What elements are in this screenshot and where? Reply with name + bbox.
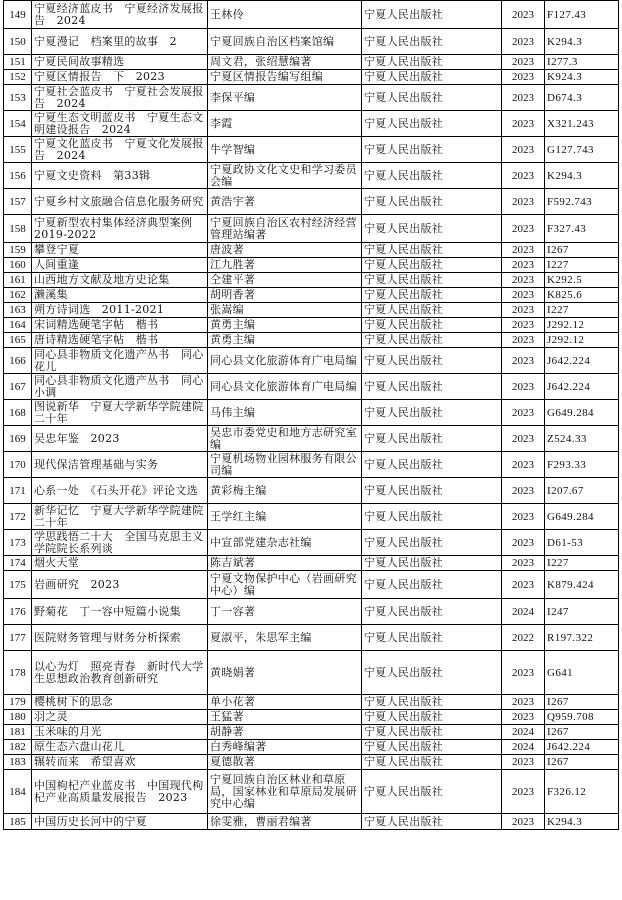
book-author: 胡静著 <box>208 725 362 740</box>
classification-code: I277.3 <box>545 55 619 70</box>
publish-year: 2024 <box>502 740 545 755</box>
table-row <box>4 374 619 400</box>
publish-year: 2023 <box>502 85 545 111</box>
row-number: 168 <box>4 400 32 426</box>
book-publisher: 宁夏人民出版社 <box>362 452 502 478</box>
table-row <box>4 400 619 426</box>
table-row <box>4 333 619 348</box>
row-number: 154 <box>4 111 32 137</box>
row-number: 165 <box>4 333 32 348</box>
book-title: 人间重逢 <box>32 258 208 273</box>
book-publisher: 宁夏人民出版社 <box>362 400 502 426</box>
book-author: 丁一容著 <box>208 599 362 625</box>
table-row <box>4 710 619 725</box>
book-author: 中宣部党建杂志社编 <box>208 530 362 556</box>
book-publisher: 宁夏人民出版社 <box>362 333 502 348</box>
table-row <box>4 273 619 288</box>
table-row <box>4 426 619 452</box>
row-number: 153 <box>4 85 32 111</box>
book-author: 王学红主编 <box>208 504 362 530</box>
book-author: 黄浩宇著 <box>208 189 362 215</box>
publish-year: 2022 <box>502 625 545 651</box>
book-publisher: 宁夏人民出版社 <box>362 571 502 599</box>
book-publisher: 宁夏人民出版社 <box>362 55 502 70</box>
classification-code: F326.12 <box>545 770 619 814</box>
book-publisher: 宁夏人民出版社 <box>362 770 502 814</box>
row-number: 160 <box>4 258 32 273</box>
publish-year: 2023 <box>502 215 545 243</box>
classification-code: F327.43 <box>545 215 619 243</box>
classification-code: I227 <box>545 303 619 318</box>
table-row <box>4 348 619 374</box>
book-author: 宁夏回族自治区农村经济经营管理站编著 <box>208 215 362 243</box>
book-title: 心系一处 《石头开花》评论文选 <box>32 478 208 504</box>
book-publisher: 宁夏人民出版社 <box>362 651 502 695</box>
book-author: 宁夏区情报告编写组编 <box>208 70 362 85</box>
classification-code: I227 <box>545 258 619 273</box>
table-row <box>4 725 619 740</box>
table-row <box>4 651 619 695</box>
book-author: 同心县文化旅游体育广电局编 <box>208 374 362 400</box>
publish-year: 2023 <box>502 374 545 400</box>
book-title: 宁夏文史资料 第33辑 <box>32 163 208 189</box>
table-row <box>4 70 619 85</box>
book-author: 李保平编 <box>208 85 362 111</box>
classification-code: K879.424 <box>545 571 619 599</box>
classification-code: G649.284 <box>545 400 619 426</box>
row-number: 170 <box>4 452 32 478</box>
book-publisher: 宁夏人民出版社 <box>362 303 502 318</box>
row-number: 163 <box>4 303 32 318</box>
publish-year: 2023 <box>502 530 545 556</box>
book-publisher: 宁夏人民出版社 <box>362 163 502 189</box>
publish-year: 2023 <box>502 755 545 770</box>
table-row <box>4 258 619 273</box>
book-author: 夏德散著 <box>208 755 362 770</box>
book-author: 徐雯雅，曹丽君编著 <box>208 814 362 830</box>
classification-code: G127.743 <box>545 137 619 163</box>
table-row <box>4 55 619 70</box>
book-publisher: 宁夏人民出版社 <box>362 29 502 55</box>
book-title: 吴忠年鉴 2023 <box>32 426 208 452</box>
table-row <box>4 625 619 651</box>
book-publisher: 宁夏人民出版社 <box>362 1 502 29</box>
book-title: 宁夏民间故事精选 <box>32 55 208 70</box>
row-number: 157 <box>4 189 32 215</box>
publish-year: 2023 <box>502 814 545 830</box>
book-author: 宁夏回族自治区林业和草原局，国家林业和草原局发展研究中心编 <box>208 770 362 814</box>
book-publisher: 宁夏人民出版社 <box>362 725 502 740</box>
book-author: 张嵩编 <box>208 303 362 318</box>
table-row <box>4 556 619 571</box>
publish-year: 2023 <box>502 400 545 426</box>
table-row <box>4 137 619 163</box>
classification-code: D674.3 <box>545 85 619 111</box>
publish-year: 2024 <box>502 599 545 625</box>
table-row <box>4 478 619 504</box>
book-publisher: 宁夏人民出版社 <box>362 258 502 273</box>
row-number: 164 <box>4 318 32 333</box>
book-author: 黄晓娟著 <box>208 651 362 695</box>
book-author: 胡明香著 <box>208 288 362 303</box>
classification-code: J292.12 <box>545 333 619 348</box>
publish-year: 2023 <box>502 571 545 599</box>
book-author: 仝建平著 <box>208 273 362 288</box>
book-publisher: 宁夏人民出版社 <box>362 288 502 303</box>
classification-code: J642.224 <box>545 374 619 400</box>
row-number: 162 <box>4 288 32 303</box>
classification-code: G649.284 <box>545 504 619 530</box>
row-number: 176 <box>4 599 32 625</box>
row-number: 173 <box>4 530 32 556</box>
table-row <box>4 111 619 137</box>
book-title: 以心为灯 照亮青春 新时代大学生思想政治教育创新研究 <box>32 651 208 695</box>
publish-year: 2023 <box>502 333 545 348</box>
book-author: 唐波著 <box>208 243 362 258</box>
classification-code: X321.243 <box>545 111 619 137</box>
book-title: 宁夏文化蓝皮书 宁夏文化发展报告 2024 <box>32 137 208 163</box>
row-number: 183 <box>4 755 32 770</box>
row-number: 167 <box>4 374 32 400</box>
publish-year: 2023 <box>502 452 545 478</box>
row-number: 178 <box>4 651 32 695</box>
table-row <box>4 318 619 333</box>
table-row <box>4 215 619 243</box>
book-publisher: 宁夏人民出版社 <box>362 348 502 374</box>
table-row <box>4 770 619 814</box>
publish-year: 2023 <box>502 504 545 530</box>
table-row <box>4 814 619 830</box>
book-title: 岩画研究 2023 <box>32 571 208 599</box>
book-publisher: 宁夏人民出版社 <box>362 814 502 830</box>
row-number: 155 <box>4 137 32 163</box>
book-title: 攀登宁夏 <box>32 243 208 258</box>
row-number: 175 <box>4 571 32 599</box>
table-row <box>4 755 619 770</box>
row-number: 179 <box>4 695 32 710</box>
publish-year: 2023 <box>502 55 545 70</box>
classification-code: K924.3 <box>545 70 619 85</box>
book-title: 宁夏社会蓝皮书 宁夏社会发展报告 2024 <box>32 85 208 111</box>
book-publisher: 宁夏人民出版社 <box>362 189 502 215</box>
row-number: 156 <box>4 163 32 189</box>
book-author: 王林伶 <box>208 1 362 29</box>
row-number: 172 <box>4 504 32 530</box>
publish-year: 2023 <box>502 111 545 137</box>
row-number: 161 <box>4 273 32 288</box>
book-title: 辗转而来 希望喜欢 <box>32 755 208 770</box>
book-author: 吴忠市委党史和地方志研究室编 <box>208 426 362 452</box>
publish-year: 2023 <box>502 29 545 55</box>
row-number: 185 <box>4 814 32 830</box>
row-number: 169 <box>4 426 32 452</box>
classification-code: F592.743 <box>545 189 619 215</box>
book-title: 学思践悟二十大 全国马克思主义学院院长系列谈 <box>32 530 208 556</box>
book-author: 江九胜著 <box>208 258 362 273</box>
classification-code: G641 <box>545 651 619 695</box>
row-number: 149 <box>4 1 32 29</box>
book-title: 宋词精选硬笔字帖 楷书 <box>32 318 208 333</box>
book-author: 陈吉斌著 <box>208 556 362 571</box>
row-number: 151 <box>4 55 32 70</box>
classification-code: K294.3 <box>545 163 619 189</box>
book-title: 同心县非物质文化遗产丛书 同心小调 <box>32 374 208 400</box>
book-publisher: 宁夏人民出版社 <box>362 273 502 288</box>
row-number: 171 <box>4 478 32 504</box>
book-author: 宁夏文物保护中心（岩画研究中心）编 <box>208 571 362 599</box>
publish-year: 2023 <box>502 189 545 215</box>
publish-year: 2023 <box>502 70 545 85</box>
table-row <box>4 288 619 303</box>
publish-year: 2023 <box>502 651 545 695</box>
book-title: 宁夏乡村文旅融合信息化服务研究 <box>32 189 208 215</box>
publish-year: 2023 <box>502 770 545 814</box>
book-author: 马伟主编 <box>208 400 362 426</box>
book-author: 牛学智编 <box>208 137 362 163</box>
table-row <box>4 571 619 599</box>
book-title: 樱桃树下的思念 <box>32 695 208 710</box>
table-row <box>4 452 619 478</box>
book-publisher: 宁夏人民出版社 <box>362 556 502 571</box>
classification-code: Z524.33 <box>545 426 619 452</box>
book-publisher: 宁夏人民出版社 <box>362 85 502 111</box>
book-title: 唐诗精选硬笔字帖 楷书 <box>32 333 208 348</box>
book-publisher: 宁夏人民出版社 <box>362 374 502 400</box>
publish-year: 2023 <box>502 137 545 163</box>
publish-year: 2023 <box>502 288 545 303</box>
book-author: 黄勇主编 <box>208 333 362 348</box>
publish-year: 2023 <box>502 695 545 710</box>
book-title: 中国枸杞产业蓝皮书 中国现代枸杞产业高质量发展报告 2023 <box>32 770 208 814</box>
book-publisher: 宁夏人民出版社 <box>362 695 502 710</box>
book-publisher: 宁夏人民出版社 <box>362 625 502 651</box>
book-author: 李霞 <box>208 111 362 137</box>
book-title: 图说新华 宁夏大学新华学院建院二十年 <box>32 400 208 426</box>
book-title: 中国历史长河中的宁夏 <box>32 814 208 830</box>
book-author: 黄彩梅主编 <box>208 478 362 504</box>
book-publisher: 宁夏人民出版社 <box>362 137 502 163</box>
table-row <box>4 85 619 111</box>
publish-year: 2023 <box>502 243 545 258</box>
book-list-table <box>3 0 619 830</box>
book-publisher: 宁夏人民出版社 <box>362 243 502 258</box>
classification-code: I227 <box>545 556 619 571</box>
table-row <box>4 303 619 318</box>
book-title: 新华记忆 宁夏大学新华学院建院二十年 <box>32 504 208 530</box>
table-row <box>4 530 619 556</box>
table-row <box>4 243 619 258</box>
table-row <box>4 1 619 29</box>
book-author: 周文君，张绍慧编著 <box>208 55 362 70</box>
table-row <box>4 695 619 710</box>
book-title: 朔方诗词选 2011-2021 <box>32 303 208 318</box>
book-publisher: 宁夏人民出版社 <box>362 755 502 770</box>
book-title: 烟火天堂 <box>32 556 208 571</box>
book-publisher: 宁夏人民出版社 <box>362 318 502 333</box>
publish-year: 2023 <box>502 478 545 504</box>
classification-code: I267 <box>545 695 619 710</box>
table-body <box>4 1 619 830</box>
classification-code: I267 <box>545 755 619 770</box>
book-title: 宁夏区情报告 下 2023 <box>32 70 208 85</box>
book-author: 同心县文化旅游体育广电局编 <box>208 348 362 374</box>
row-number: 174 <box>4 556 32 571</box>
publish-year: 2023 <box>502 556 545 571</box>
row-number: 181 <box>4 725 32 740</box>
publish-year: 2023 <box>502 273 545 288</box>
book-publisher: 宁夏人民出版社 <box>362 111 502 137</box>
book-author: 王猛著 <box>208 710 362 725</box>
classification-code: I267 <box>545 243 619 258</box>
book-title: 濑溪集 <box>32 288 208 303</box>
book-publisher: 宁夏人民出版社 <box>362 710 502 725</box>
book-title: 宁夏经济蓝皮书 宁夏经济发展报告 2024 <box>32 1 208 29</box>
book-publisher: 宁夏人民出版社 <box>362 530 502 556</box>
book-author: 宁夏机场物业园林服务有限公司编 <box>208 452 362 478</box>
publish-year: 2023 <box>502 303 545 318</box>
row-number: 159 <box>4 243 32 258</box>
publish-year: 2023 <box>502 258 545 273</box>
book-title: 宁夏漫记 档案里的故事 2 <box>32 29 208 55</box>
row-number: 152 <box>4 70 32 85</box>
book-publisher: 宁夏人民出版社 <box>362 70 502 85</box>
classification-code: K825.6 <box>545 288 619 303</box>
book-title: 医院财务管理与财务分析探索 <box>32 625 208 651</box>
classification-code: I207.67 <box>545 478 619 504</box>
book-list-page <box>3 0 618 830</box>
classification-code: Q959.708 <box>545 710 619 725</box>
table-row <box>4 504 619 530</box>
publish-year: 2024 <box>502 725 545 740</box>
book-title: 玉米味的月光 <box>32 725 208 740</box>
publish-year: 2023 <box>502 348 545 374</box>
book-title: 现代保洁管理基础与实务 <box>32 452 208 478</box>
publish-year: 2023 <box>502 163 545 189</box>
book-title: 同心县非物质文化遗产丛书 同心花儿 <box>32 348 208 374</box>
table-row <box>4 163 619 189</box>
classification-code: D61-53 <box>545 530 619 556</box>
book-publisher: 宁夏人民出版社 <box>362 478 502 504</box>
book-publisher: 宁夏人民出版社 <box>362 426 502 452</box>
publish-year: 2023 <box>502 426 545 452</box>
table-row <box>4 740 619 755</box>
book-title: 宁夏生态文明蓝皮书 宁夏生态文明建设报告 2024 <box>32 111 208 137</box>
book-publisher: 宁夏人民出版社 <box>362 599 502 625</box>
book-author: 夏淑平，朱思军主编 <box>208 625 362 651</box>
classification-code: F293.33 <box>545 452 619 478</box>
book-author: 宁夏政协文化文史和学习委员会编 <box>208 163 362 189</box>
book-author: 单小花著 <box>208 695 362 710</box>
book-title: 山西地方文献及地方史论集 <box>32 273 208 288</box>
book-author: 白秀峰编著 <box>208 740 362 755</box>
row-number: 182 <box>4 740 32 755</box>
classification-code: I267 <box>545 725 619 740</box>
row-number: 180 <box>4 710 32 725</box>
book-publisher: 宁夏人民出版社 <box>362 504 502 530</box>
row-number: 184 <box>4 770 32 814</box>
classification-code: J642.224 <box>545 740 619 755</box>
book-title: 宁夏新型农村集体经济典型案例 2019-2022 <box>32 215 208 243</box>
classification-code: J642.224 <box>545 348 619 374</box>
classification-code: R197.322 <box>545 625 619 651</box>
book-author: 黄勇主编 <box>208 318 362 333</box>
row-number: 166 <box>4 348 32 374</box>
book-publisher: 宁夏人民出版社 <box>362 215 502 243</box>
book-title: 羽之灵 <box>32 710 208 725</box>
classification-code: F127.43 <box>545 1 619 29</box>
table-row <box>4 29 619 55</box>
row-number: 150 <box>4 29 32 55</box>
book-author: 宁夏回族自治区档案馆编 <box>208 29 362 55</box>
book-title: 原生态六盘山花儿 <box>32 740 208 755</box>
classification-code: K294.3 <box>545 814 619 830</box>
table-row <box>4 189 619 215</box>
row-number: 177 <box>4 625 32 651</box>
publish-year: 2023 <box>502 710 545 725</box>
publish-year: 2023 <box>502 318 545 333</box>
classification-code: J292.12 <box>545 318 619 333</box>
classification-code: K292.5 <box>545 273 619 288</box>
table-row <box>4 599 619 625</box>
classification-code: I247 <box>545 599 619 625</box>
book-title: 野菊花 丁一容中短篇小说集 <box>32 599 208 625</box>
book-publisher: 宁夏人民出版社 <box>362 740 502 755</box>
classification-code: K294.3 <box>545 29 619 55</box>
publish-year: 2023 <box>502 1 545 29</box>
row-number: 158 <box>4 215 32 243</box>
